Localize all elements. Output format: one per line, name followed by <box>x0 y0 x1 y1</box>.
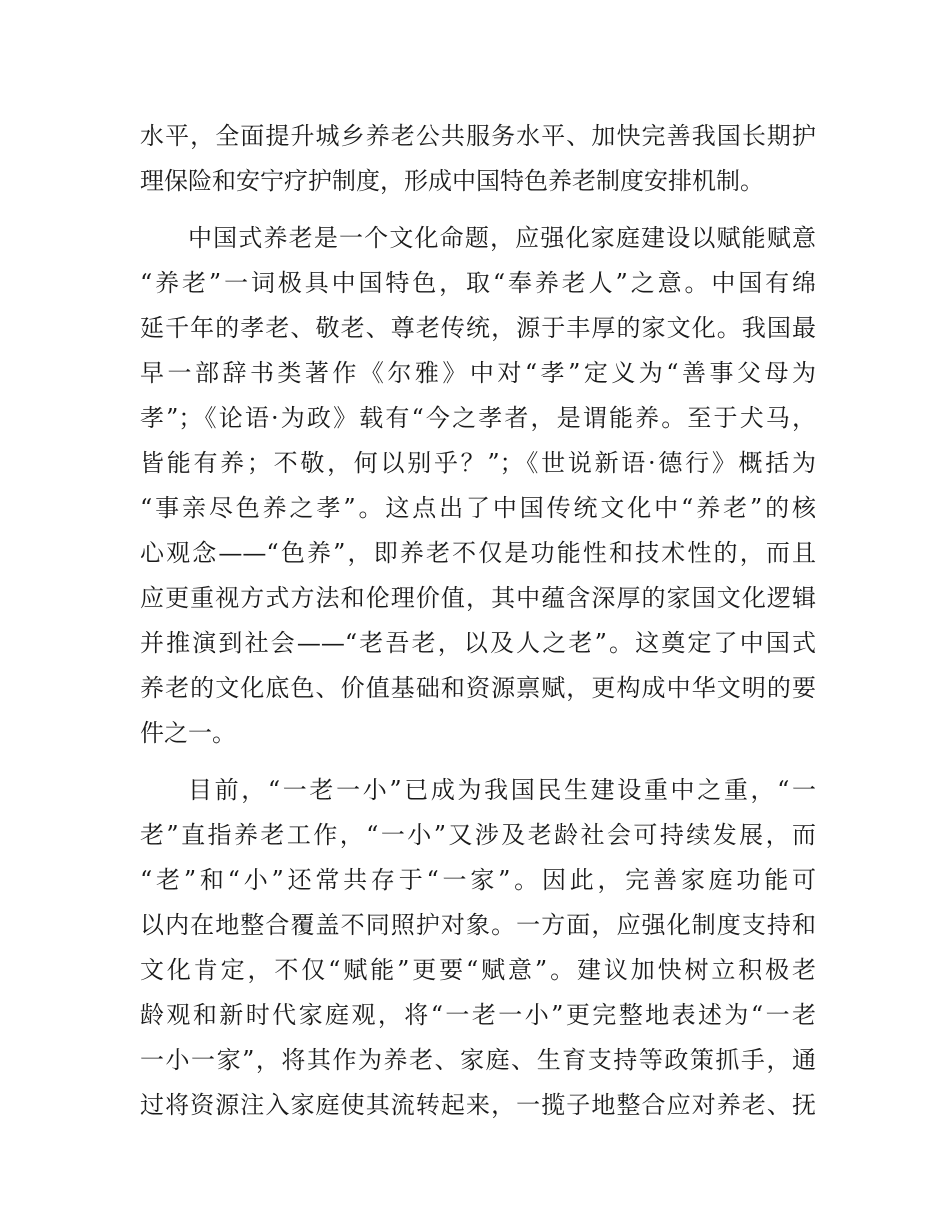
text-line: “老”和“小”还常共存于“一家”。因此，完善家庭功能可 <box>140 866 816 894</box>
text-line: 心观念——“色养”，即养老不仅是功能性和技术性的，而且 <box>140 539 816 567</box>
text-line: 文化肯定，不仅“赋能”更要“赋意”。建议加快树立积极老 <box>140 956 816 984</box>
text-line: 件之一。 <box>140 719 236 747</box>
paragraph-2 <box>140 216 816 756</box>
text-line: 养老的文化底色、价值基础和资源禀赋，更构成中华文明的要 <box>140 674 816 702</box>
text-line: “养老”一词极具中国特色，取“奉养老人”之意。中国有绵 <box>140 269 816 297</box>
text-line: 并推演到社会——“老吾老，以及人之老”。这奠定了中国式 <box>140 629 816 657</box>
text-line: 一小一家”，将其作为养老、家庭、生育支持等政策抓手，通 <box>140 1046 816 1074</box>
text-line: 延千年的孝老、敬老、尊老传统，源于丰厚的家文化。我国最 <box>140 314 816 342</box>
paragraph-1 <box>140 114 816 204</box>
text-line: 理保险和安宁疗护制度，形成中国特色养老制度安排机制。 <box>140 167 764 195</box>
text-line: 水平，全面提升城乡养老公共服务水平、加快完善我国长期护 <box>140 122 816 150</box>
text-line: “事亲尽色养之孝”。这点出了中国传统文化中“养老”的核 <box>140 494 816 522</box>
text-line: 早一部辞书类著作《尔雅》中对“孝”定义为“善事父母为 <box>140 359 816 387</box>
text-line: 应更重视方式方法和伦理价值，其中蕴含深厚的家国文化逻辑 <box>140 584 816 612</box>
text-line: 龄观和新时代家庭观，将“一老一小”更完整地表述为“一老 <box>140 1001 816 1029</box>
document-body <box>140 114 816 1128</box>
paragraph-3 <box>140 768 816 1128</box>
text-line: 过将资源注入家庭使其流转起来，一揽子地整合应对养老、抚 <box>140 1091 816 1119</box>
text-line: 孝”；《论语·为政》载有“今之孝者，是谓能养。至于犬马， <box>140 404 816 432</box>
text-line: 目前，“一老一小”已成为我国民生建设重中之重，“一 <box>188 776 816 804</box>
text-line: 皆能有养；不敬，何以别乎？”；《世说新语·德行》概括为 <box>140 449 816 477</box>
text-line: 老”直指养老工作，“一小”又涉及老龄社会可持续发展，而 <box>140 821 816 849</box>
text-line: 中国式养老是一个文化命题，应强化家庭建设以赋能赋意 <box>188 224 816 252</box>
text-line: 以内在地整合覆盖不同照护对象。一方面，应强化制度支持和 <box>140 911 816 939</box>
